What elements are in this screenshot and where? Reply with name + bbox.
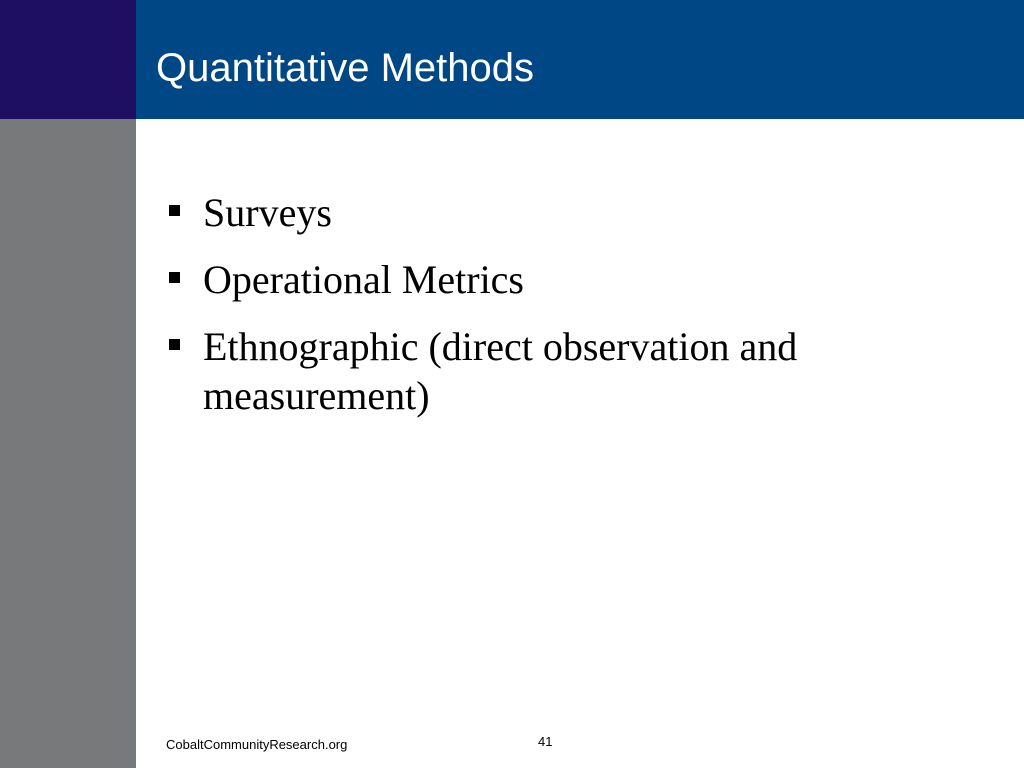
page-number: 41 — [538, 734, 553, 749]
bullet-text: Surveys — [203, 190, 332, 235]
square-bullet-icon — [169, 272, 180, 283]
bullet-text: Operational Metrics — [203, 257, 524, 302]
bullet-item — [166, 255, 906, 304]
bullet-item — [166, 322, 906, 420]
footer-website: CobaltCommunityResearch.org — [166, 737, 348, 752]
slide-title: Quantitative Methods — [156, 46, 534, 90]
square-bullet-icon — [169, 339, 180, 350]
bullet-list — [166, 188, 906, 438]
title-bar — [136, 0, 1024, 119]
side-bar — [0, 119, 136, 768]
square-bullet-icon — [169, 205, 180, 216]
bullet-item — [166, 188, 906, 237]
bullet-text: Ethnographic (direct observation and measurement) — [203, 324, 798, 418]
corner-accent-block — [0, 0, 136, 119]
